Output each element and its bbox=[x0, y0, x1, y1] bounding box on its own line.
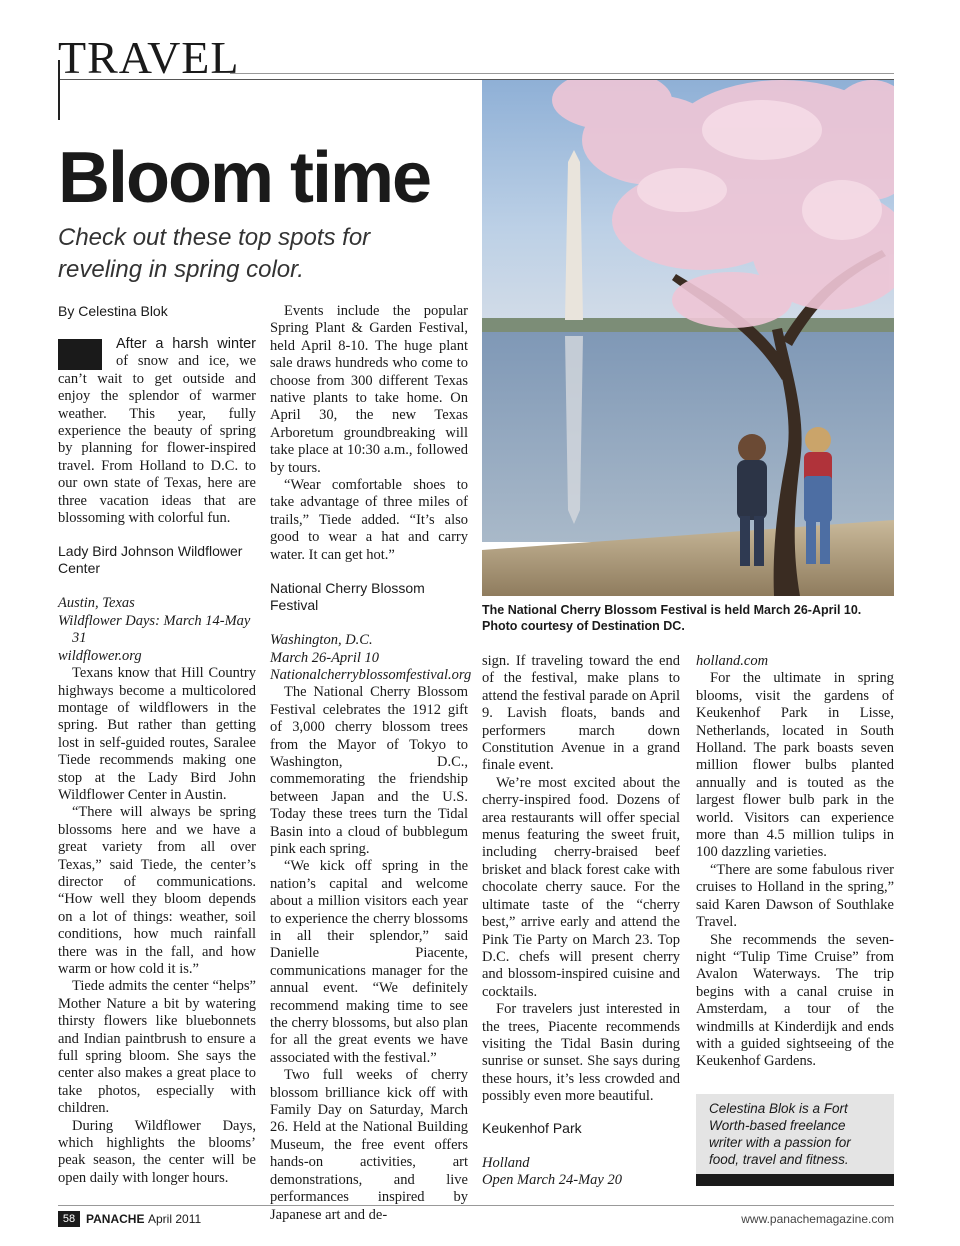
paragraph: The National Cherry Blossom Festival celebrates the 1912 gift of 3,000 cherry blossom trees from the Mayor of Tokyo to Washington, D.C., commemorating the friendship between Japan and the U.S. Today these trees turn the Tidal Basin into a cloud of bubblegum pink each spring. bbox=[270, 684, 468, 857]
cherry-blossom-photo bbox=[482, 80, 894, 596]
footer-magazine: PANACHE bbox=[86, 1212, 145, 1226]
column-2 bbox=[270, 303, 472, 1224]
headline: Bloom time bbox=[58, 138, 431, 218]
paragraph: During Wildflower Days, which highlights the blooms’ peak season, the center will be open daily with longer hours. bbox=[58, 1117, 256, 1186]
paragraph: “There will always be spring blossoms here and we have a great variety from all over Texas,” said Tiede, the center’s director of communications. “How well they bloom depends on a lot of things: weather, soil conditions, how much rainfall there was in the fall, and how warm or how cold it is.” bbox=[58, 804, 256, 977]
footer-rule bbox=[58, 1205, 894, 1206]
info-url: wildflower.org bbox=[58, 647, 142, 664]
paragraph: “We kick off spring in the nation’s capital and welcome about a million visitors each year to experience the cherry blossoms in all their splendor,” said Danielle Piacente, communications manager for the annual event. “We definitely recommend making time to see the cherry blossoms, but also plan for all the great events we have associated with the festival.” bbox=[270, 858, 468, 1066]
deck: Check out these top spots for reveling in spring color. bbox=[58, 224, 371, 283]
far-shore bbox=[482, 318, 894, 332]
info-dates: Open March 24-May 20 bbox=[482, 1171, 622, 1188]
paragraph: For the ultimate in spring blooms, visit the gardens of Keukenhof Park in Lisse, Netherlands, located in South Holland. The park boasts seven million flower bulbs planted annually and is touted as the largest flower bulb park in the world. Visitors can experience more than 4.5 million tulips in 100 dazzling varieties. bbox=[696, 670, 894, 861]
subhead-keukenhof: Keukenhof Park bbox=[482, 1119, 582, 1136]
section-title: TRAVEL bbox=[58, 32, 240, 83]
column-3 bbox=[482, 653, 680, 1189]
paragraph: We’re most excited about the cherry-inspired food. Dozens of area restaurants will offer special menus featuring the sweet fruit, including cherry-braised beef brisket and black forest cake with chocolate cherry sauce. For the ultimate taste of the “cherry best,” arrive early and attend the Pink Tie Party on March 23. Top D.C. chefs will present cherry and blossom-inspired cuisine and cocktails. bbox=[482, 774, 680, 1000]
footer-url: www.panachemagazine.com bbox=[741, 1212, 894, 1226]
subhead-cherry-blossom: National Cherry Blossom Festival bbox=[270, 580, 425, 614]
drop-cap-block bbox=[58, 339, 102, 370]
page-number: 58 bbox=[58, 1211, 80, 1227]
info-location: Washington, D.C. bbox=[270, 632, 373, 649]
lead-first-words: After a harsh winter bbox=[116, 336, 256, 352]
author-bio: Celestina Blok is a Fort Worth-based freelance writer with a passion for food, travel and fitness. bbox=[709, 1101, 851, 1167]
paragraph: Events include the popular Spring Plant & Garden Festival, held April 8-10. The huge plant sale draws hundreds who come to choose from 300 different Texas native plants to take home. On April 30, the new Texas Arboretum groundbreaking will take place at 10:30 a.m., followed by tours. bbox=[270, 303, 468, 476]
info-dates: March 26-April 10 bbox=[270, 649, 380, 666]
footer-date: April 2011 bbox=[148, 1212, 202, 1226]
paragraph: “There are some fabulous river cruises to Holland in the spring,” said Karen Dawson of Southlake Travel. bbox=[696, 861, 894, 931]
paragraph: sign. If traveling toward the end of the festival, make plans to attend the festival parade on April 9. Lavish floats, bands and performers march down Constitution Avenue in a grand finale event. bbox=[482, 653, 680, 774]
paragraph: She recommends the seven-night “Tulip Time Cruise” from Avalon Waterways. The trip begins with a canal cruise in Amsterdam, a tour of the windmills at Kinderdijk and ends with a guided sightseeing of the Keukenhof Gardens. bbox=[696, 931, 894, 1070]
tidal-basin-water bbox=[482, 332, 894, 542]
info-dates: Wildflower Days: March 14-May 31 bbox=[58, 612, 251, 647]
paragraph: Texans know that Hill Country highways become a multicolored montage of wildflowers in the spring. But rather than getting lost in self-guided routes, Saralee Tiede recommends making one stop at the Lady Bird John Wildflower Center in Austin. bbox=[58, 665, 256, 803]
paragraph: For travelers just interested in the trees, Piacente recommends visiting the Tidal Basin during sunrise or sunset. She says during these hours, it’s less crowded and possibly even more beautiful. bbox=[482, 1001, 680, 1105]
photo-illustration bbox=[482, 80, 894, 596]
subhead-lady-bird: Lady Bird Johnson Wildflower Center bbox=[58, 543, 243, 577]
lead-paragraph bbox=[58, 336, 256, 527]
lead-rest: of snow and ice, we can’t wait to get outside and enjoy the splendor of warmer weather. This year, fully experience the beauty of spring by planning for flower-inspired travel. From Holland to D.C. to our own state of Texas, here are three vacation ideas that are blossoming with colorful fun. bbox=[58, 353, 256, 527]
info-url: holland.com bbox=[696, 653, 769, 669]
info-url: Nationalcherryblossomfestival.org bbox=[270, 666, 472, 683]
info-location: Holland bbox=[482, 1154, 530, 1171]
paragraph: Two full weeks of cherry blossom brilliance kick off with Family Day on Saturday, March 26. Held at the National Building Museum, the free event offers hands-on activities, art demonstrations, and live performances inspired by Japanese art and de- bbox=[270, 1067, 468, 1223]
author-bio-box bbox=[696, 1094, 894, 1186]
byline: By Celestina Blok bbox=[58, 303, 168, 319]
header-rule-thin bbox=[230, 73, 894, 74]
photo-caption: The National Cherry Blossom Festival is held March 26-April 10. Photo courtesy of Destination DC. bbox=[482, 603, 862, 633]
paragraph: Tiede admits the center “helps” Mother Nature a bit by watering thirsty flowers like bluebonnets and Indian paintbrush to ensure a full spring bloom. She says the center also makes a great place to take photos, especially with children. bbox=[58, 978, 256, 1117]
paragraph: “Wear comfortable shoes to take advantage of three miles of trails,” Tiede added. “It’s also good to wear a hat and carry water. It can get hot.” bbox=[270, 477, 468, 563]
info-location: Austin, Texas bbox=[58, 595, 135, 612]
column-4 bbox=[696, 653, 894, 1071]
column-1 bbox=[58, 303, 256, 1187]
